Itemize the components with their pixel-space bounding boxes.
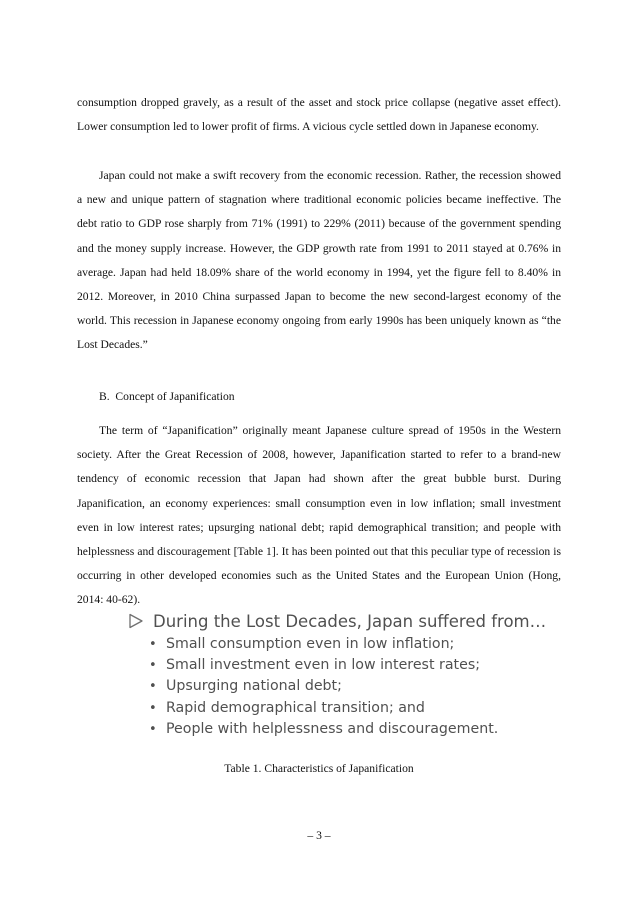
list-item-text: Rapid demographical transition; and <box>166 699 425 716</box>
list-item-text: Upsurging national debt; <box>166 678 342 695</box>
list-item <box>147 676 528 697</box>
list-item-text: Small investment even in low interest rates; <box>166 657 481 674</box>
figure-title: During the Lost Decades, Japan suffered from… <box>153 611 547 631</box>
triangle-arrow-icon <box>128 613 144 629</box>
list-item <box>147 698 528 719</box>
section-heading: B. Concept of Japanification <box>99 390 235 403</box>
page-number: – 3 – <box>307 829 331 842</box>
bullet-icon: • <box>149 679 157 695</box>
list-item <box>147 719 528 740</box>
table-caption: Table 1. Characteristics of Japanification <box>224 762 414 775</box>
list-item-text: Small consumption even in low inflation; <box>166 636 455 652</box>
lost-decades-figure <box>128 608 547 740</box>
bullet-icon: • <box>149 700 157 716</box>
bullet-icon: • <box>149 637 157 652</box>
bullet-icon: • <box>149 721 157 737</box>
paragraph-recovery: Japan could not make a swift recovery from the economic recession. Rather, the recession showed a new and unique pattern of stagnation where traditional economic policies became ineffective. The debt ratio to GDP rose sharply from 71% (1991) to 229% (2011) because of the government spending and the money supply increase. However, the GDP growth rate from 1991 to 2011 stayed at 0.76% in average. Japan had held 18.09% share of the world economy in 1994, yet the figure fell to 8.40% in 2012. Moreover, in 2010 China surpassed Japan to become the new second-largest economy of the world. This recession in Japanese economy ongoing from early 1990s has been uniquely known as “the Lost Decades.” <box>77 169 561 352</box>
paragraph-consumption: consumption dropped gravely, as a result of the asset and stock price collapse (negative asset effect). Lower consumption led to lower profit of firms. A vicious cycle settled down in Japanese economy. <box>77 96 561 134</box>
paragraph-japanification: The term of “Japanification” originally meant Japanese culture spread of 1950s in the Western society. After the Great Recession of 2008, however, Japanification started to refer to a brand-new tendency of economic recession that Japan had shown after the great bubble burst. During Japanification, an economy experiences: small consumption even in low inflation; small investment even in low interest rates; upsurging national debt; rapid demographical transition; and people with helplessness and discouragement [Table 1]. It has been pointed out that this peculiar type of recession is occurring in other developed economies such as the United States and the European Union (Hong, 2014: 40-62). <box>77 424 561 607</box>
figure-title-row <box>128 608 547 634</box>
list-item <box>147 634 528 655</box>
list-item <box>147 655 528 676</box>
figure-bullet-list <box>128 634 528 740</box>
list-item-text: People with helplessness and discouragement. <box>166 720 499 737</box>
bullet-icon: • <box>149 658 157 674</box>
